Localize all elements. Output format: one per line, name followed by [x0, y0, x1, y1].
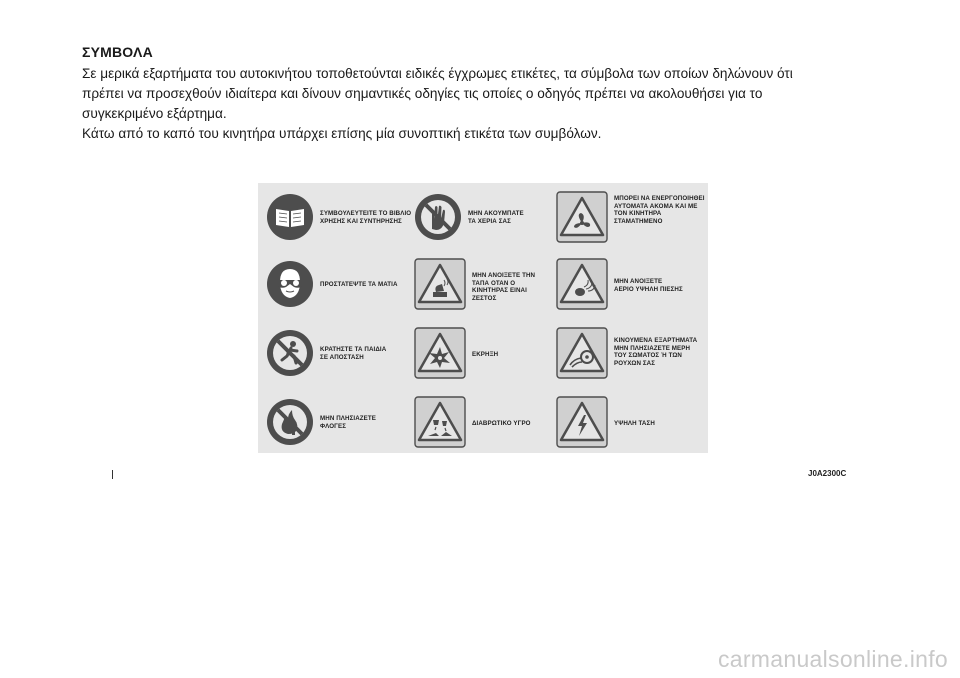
margin-marker: [112, 470, 113, 479]
symbol-label: ΜΗΝ ΑΚΟΥΜΠΑΤΕ ΤΑ ΧΕΡΙΑ ΣΑΣ: [468, 210, 524, 225]
paragraph-line: συγκεκριμένο εξάρτημα.: [82, 106, 227, 121]
keep-children-away-icon: [266, 329, 314, 377]
symbol-label: ΚΡΑΤΗΣΤΕ ΤΑ ΠΑΙΔΙΑ ΣΕ ΑΠΟΣΤΑΣΗ: [320, 346, 387, 361]
eye-protection-icon: [266, 260, 314, 308]
symbol-moving: [556, 327, 708, 389]
figure-code: J0A2300C: [808, 469, 847, 478]
symbol-book: [266, 193, 416, 255]
symbol-hand: [414, 193, 554, 255]
no-open-flames-icon: [266, 398, 314, 446]
symbol-corrosive: [414, 396, 554, 458]
gas-pressure-warning-icon: [556, 258, 608, 310]
symbol-label: ΜΠΟΡΕΙ ΝΑ ΕΝΕΡΓΟΠΟΙΗΘΕΙ ΑΥΤΟΜΑΤΑ ΑΚΟΜΑ ΚΑΙ ΜΕ ΤΟΝ ΚΙΝΗΤΗΡΑ ΣΤΑΜΑΤΗΜΕΝΟ: [614, 195, 705, 225]
moving-parts-warning-icon: [556, 327, 608, 379]
no-hand-icon: [414, 193, 462, 241]
paragraph-line: πρέπει να προσεχθούν ιδιαίτερα και δίνουν σημαντικές οδηγίες τις οποίες ο οδηγός πρέπει να ακολουθήσει για το: [82, 86, 763, 101]
fan-warning-icon: [556, 191, 608, 243]
watermark-text: carmanualsonline.info: [717, 646, 948, 672]
hot-cap-warning-icon: [414, 258, 466, 310]
symbol-label: ΜΗΝ ΑΝΟΙΞΕΤΕ ΑΕΡΙΟ ΥΨΗΛΗ ΠΙΕΣΗΣ: [614, 278, 683, 293]
symbol-label: ΠΡΟΣΤΑΤΕΨΤΕ ΤΑ ΜΑΤΙΑ: [320, 281, 398, 288]
symbol-label: ΣΥΜΒΟΥΛΕΥΤΕΙΤΕ ΤΟ ΒΙΒΛΙΟ ΧΡΗΣΗΣ ΚΑΙ ΣΥΝΤΗΡΗΣΗΣ: [320, 210, 412, 225]
symbol-flames: [266, 398, 416, 460]
symbol-label: ΕΚΡΗΞΗ: [472, 351, 499, 358]
symbol-eyes: [266, 260, 416, 322]
symbol-explosion: [414, 327, 554, 389]
symbol-label: ΔΙΑΒΡΩΤΙΚΟ ΥΓΡΟ: [472, 420, 531, 427]
corrosive-liquid-warning-icon: [414, 396, 466, 448]
symbol-children: [266, 329, 416, 391]
explosion-warning-icon: [414, 327, 466, 379]
symbol-label: ΜΗΝ ΠΛΗΣΙΑΖΕΤΕ ΦΛΟΓΕΣ: [320, 415, 376, 430]
symbol-fan: [556, 191, 708, 253]
symbol-gas: [556, 258, 708, 320]
high-voltage-warning-icon: [556, 396, 608, 448]
section-heading: ΣΥΜΒΟΛΑ: [82, 44, 153, 60]
symbol-label: ΚΙΝΟΥΜΕΝΑ ΕΞΑΡΤΗΜΑΤΑ ΜΗΝ ΠΛΗΣΙΑΖΕΤΕ ΜΕΡΗ ΤΟΥ ΣΩΜΑΤΟΣ Ή ΤΩΝ ΡΟΥΧΩΝ ΣΑΣ: [614, 337, 698, 367]
symbols-label-figure: [258, 183, 708, 453]
symbol-label: ΜΗΝ ΑΝΟΙΞΕΤΕ ΤΗΝ ΤΑΠΑ ΟΤΑΝ Ο ΚΙΝΗΤΗΡΑΣ ΕΙΝΑΙ ΖΕΣΤΟΣ: [472, 272, 536, 302]
symbol-label: ΥΨΗΛΗ ΤΑΣΗ: [614, 420, 655, 427]
paragraph-line: Κάτω από το καπό του κινητήρα υπάρχει επίσης μία συνοπτική ετικέτα των συμβόλων.: [82, 126, 602, 141]
intro-paragraph: [82, 64, 882, 144]
book-icon: [266, 193, 314, 241]
symbol-voltage: [556, 396, 708, 458]
paragraph-line: Σε μερικά εξαρτήματα του αυτοκινήτου τοποθετούνται ειδικές έγχρωμες ετικέτες, τα σύμβολα των οποίων δηλώνουν ότι: [82, 66, 793, 81]
symbol-cap: [414, 258, 554, 320]
